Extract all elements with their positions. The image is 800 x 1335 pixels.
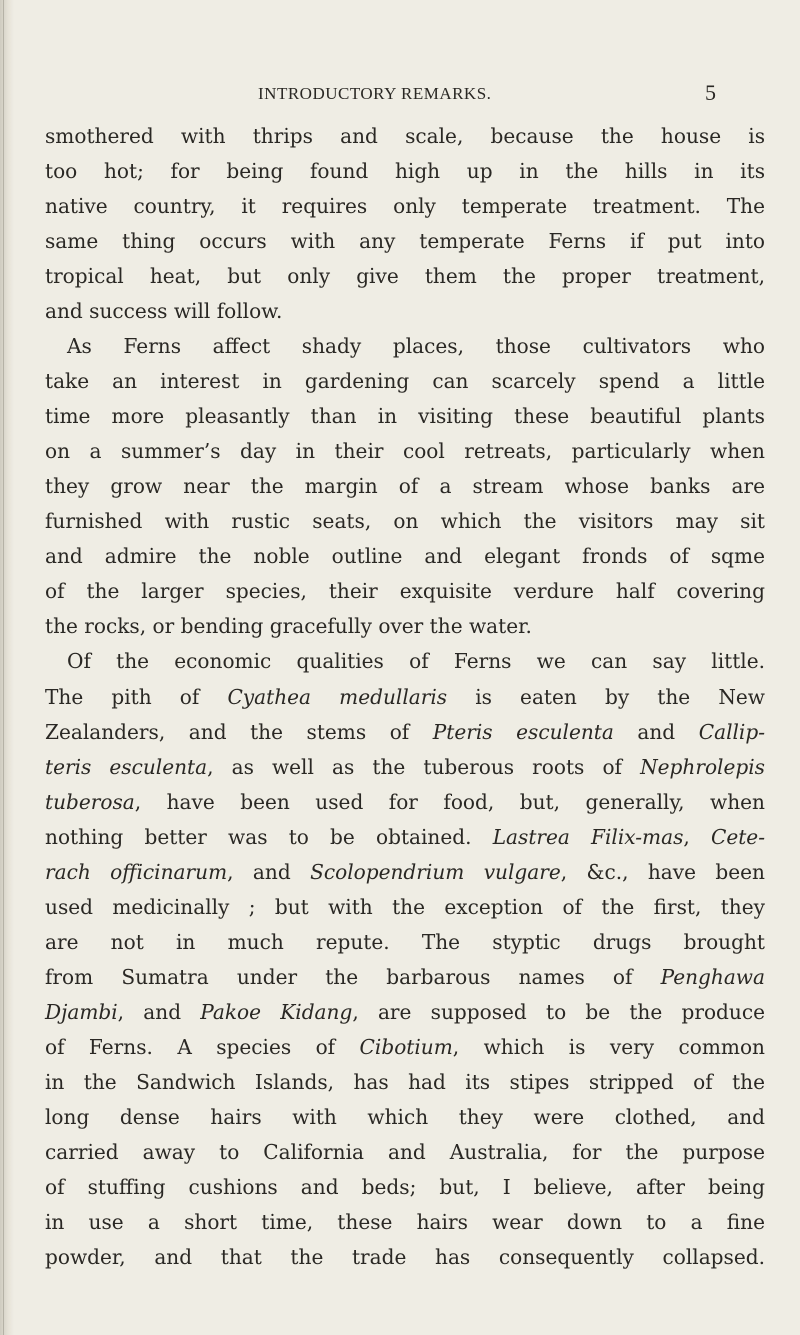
italic-text-segment: Scolopendrium vulgare [310,859,561,884]
text-segment: and admire the noble outline and elegant fronds of sqme [45,544,765,569]
italic-text-segment: teris esculenta [45,754,208,779]
text-segment: , which is very common [452,1034,765,1059]
text-line [45,715,765,750]
text-segment: powder, and that the trade has consequently collapsed. [45,1245,765,1269]
text-segment: and success will follow. [45,299,283,324]
text-segment: long dense hairs with which they were clothed, and [45,1104,765,1129]
text-line [45,1100,765,1135]
text-segment: furnished with rustic seats, on which the visitors may sit [45,509,765,534]
text-line [45,960,765,995]
text-segment: , and [117,999,201,1024]
text-segment: The pith of [45,684,228,709]
text-segment: tropical heat, but only give them the proper treatment, [45,264,765,289]
text-line [45,995,765,1030]
text-line [45,785,765,820]
italic-text-segment: Cibotium [359,1034,453,1059]
text-segment: in use a short time, these hairs wear down to a fine [45,1209,765,1234]
text-segment: Of the economic qualities of Ferns we can say little. [67,649,765,674]
text-segment: Zealanders, and the stems of [45,719,433,744]
text-line [45,399,765,434]
text-segment: and [613,719,699,744]
text-line [45,189,765,224]
text-line [45,364,765,399]
text-segment: of Ferns. A species of [45,1034,360,1059]
text-line [45,1170,765,1205]
text-line [45,574,765,609]
text-segment: are not in much repute. The styptic drugs brought [45,929,765,954]
text-segment: in the Sandwich Islands, has had its stipes stripped of the [45,1069,765,1094]
text-line [45,469,765,504]
text-segment: the rocks, or bending gracefully over the water. [45,614,532,639]
italic-text-segment: Pakoe Kidang [200,999,353,1024]
text-segment: on a summer’s day in their cool retreats, particularly when [45,439,765,464]
text-line [45,154,765,189]
text-segment: too hot; for being found high up in the hills in its [45,159,765,184]
text-line [45,434,765,469]
text-segment: , as well as the tuberous roots of [207,754,641,779]
body-text [45,119,765,1275]
text-segment: from Sumatra under the barbarous names of [45,964,661,989]
text-segment: time more pleasantly than in visiting these beautiful plants [45,404,765,429]
text-line [45,609,765,644]
text-line [45,1205,765,1240]
text-segment: , have been used for food, but, generally, when [134,789,765,814]
text-line [45,224,765,259]
binding-edge-line [3,0,4,1335]
text-line [45,925,765,960]
text-segment: used medicinally ; but with the exception of the first, they [45,894,765,919]
text-segment: nothing better was to be obtained. [45,824,493,849]
text-segment: of the larger species, their exquisite verdure half covering [45,579,765,604]
italic-text-segment: rach officinarum [45,859,228,884]
running-title: INTRODUCTORY REMARKS. [258,84,492,103]
text-segment: of stuffing cushions and beds; but, I believe, after being [45,1174,765,1199]
text-line [45,1030,765,1065]
text-line [45,1135,765,1170]
text-segment: , [683,824,711,849]
text-segment: native country, it requires only temperate treatment. The [45,194,765,219]
text-line [45,504,765,539]
text-line [45,329,765,364]
text-line [45,259,765,294]
text-line [45,294,765,329]
text-line [45,1240,765,1275]
text-line [45,1065,765,1100]
italic-text-segment: tuberosa [45,789,135,814]
text-segment: , and [227,859,311,884]
page-number: 5 [705,80,716,105]
text-line [45,855,765,890]
text-segment: is eaten by the New [447,684,765,709]
text-line [45,644,765,679]
text-segment: carried away to California and Australia, for the purpose [45,1139,765,1164]
text-line [45,119,765,154]
text-line [45,750,765,785]
italic-text-segment: Cyathea medullaris [227,684,448,709]
text-line [45,890,765,925]
text-segment: , &c., have been [560,859,766,884]
text-segment: As Ferns affect shady places, those cultivators who [67,334,765,359]
italic-text-segment: Pteris esculenta [432,719,614,744]
text-segment: same thing occurs with any temperate Ferns if put into [45,229,765,254]
italic-text-segment: Djambi [45,999,118,1024]
italic-text-segment: Nephrolepis [640,754,765,779]
text-segment: , are supposed to be the produce [352,999,765,1024]
text-line [45,539,765,574]
italic-text-segment: Penghawa [660,964,765,989]
text-segment: take an interest in gardening can scarcely spend a little [45,369,765,394]
italic-text-segment: Lastrea Filix-mas [492,824,684,849]
text-segment: they grow near the margin of a stream whose banks are [45,474,765,499]
text-segment: smothered with thrips and scale, because the house is [45,124,765,148]
text-line [45,680,765,715]
italic-text-segment: Callip- [698,719,766,744]
text-line [45,820,765,855]
running-header [258,84,572,104]
italic-text-segment: Cete- [710,824,765,849]
